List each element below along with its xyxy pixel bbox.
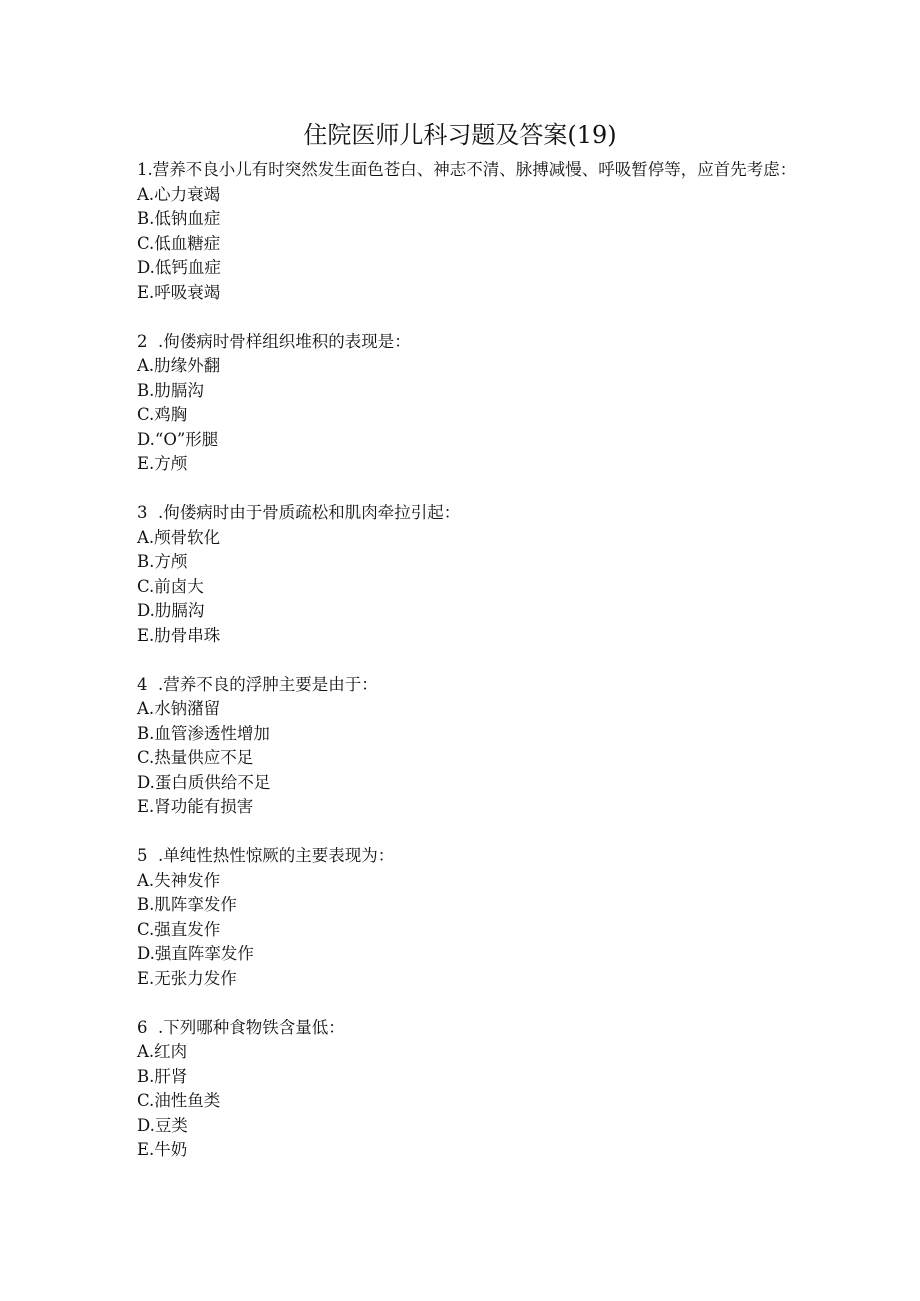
question-6: [137, 1016, 797, 1163]
option-d: D.低钙血症: [137, 258, 221, 277]
option-c: C.热量供应不足: [137, 748, 254, 767]
question-text: 佝偻病时骨样组织堆积的表现是：: [163, 331, 411, 351]
question-stem: [137, 1016, 797, 1041]
option-e: E.方颅: [137, 454, 188, 473]
option-e: E.肾功能有损害: [137, 797, 254, 816]
option-a: A.肋缘外翻: [137, 356, 221, 375]
question-text: 营养不良小儿有时突然发生面色苍白、神志不清、脉搏减慢、呼吸暂停等，应首先考虑：: [152, 160, 797, 179]
option-e: E.无张力发作: [137, 968, 237, 988]
option-b: B.肋膈沟: [137, 380, 204, 400]
option-c: C.强直发作: [137, 919, 221, 939]
option-a: A.颅骨软化: [137, 527, 221, 547]
option-c: C.鸡胸: [137, 405, 188, 424]
option-c: C.油性鱼类: [137, 1091, 221, 1110]
question-text: 下列哪种食物铁含量低：: [163, 1017, 345, 1037]
option-b: B.血管渗透性增加: [137, 723, 270, 743]
question-list: [137, 158, 797, 1187]
question-text: 营养不良的浮肿主要是由于：: [163, 674, 378, 694]
option-a: A.红肉: [137, 1042, 188, 1061]
option-b: B.低钠血症: [137, 209, 221, 228]
option-e: E.呼吸衰竭: [137, 282, 221, 302]
option-b: B.方颅: [137, 552, 188, 571]
option-d: D.强直阵挛发作: [137, 944, 254, 963]
question-number: 4 .: [137, 674, 164, 694]
page-title: 住院医师儿科习题及答案(19): [303, 121, 617, 149]
option-d: D.蛋白质供给不足: [137, 772, 271, 792]
option-c: C.低血糖症: [137, 233, 221, 253]
question-stem: [137, 673, 797, 698]
question-5: [137, 844, 797, 991]
option-a: A.心力衰竭: [137, 184, 221, 204]
question-stem: [137, 158, 797, 183]
option-b: B.肌阵挛发作: [137, 895, 237, 914]
option-e: E.肋骨串珠: [137, 625, 221, 645]
question-text: 佝偻病时由于骨质疏松和肌肉牵拉引起：: [163, 503, 461, 522]
question-stem: [137, 501, 797, 526]
option-e: E.牛奶: [137, 1140, 188, 1159]
option-a: A.水钠潴留: [137, 699, 221, 718]
option-b: B.肝肾: [137, 1066, 188, 1086]
question-1: [137, 158, 797, 305]
question-number: 2 .: [137, 331, 164, 351]
question-number: 6 .: [137, 1017, 164, 1037]
question-number: 5 .: [137, 846, 164, 865]
option-a: A.失神发作: [137, 870, 221, 890]
question-4: [137, 673, 797, 820]
question-2: [137, 330, 797, 477]
question-text: 单纯性热性惊厥的主要表现为：: [163, 846, 395, 865]
question-stem: [137, 330, 797, 355]
option-d: D.“O”形腿: [137, 429, 219, 449]
option-c: C.前卤大: [137, 576, 204, 596]
question-3: [137, 501, 797, 648]
question-number: 1.: [137, 160, 153, 179]
question-stem: [137, 844, 797, 869]
question-number: 3 .: [137, 503, 164, 522]
option-d: D.豆类: [137, 1115, 188, 1135]
option-d: D.肋膈沟: [137, 601, 205, 620]
